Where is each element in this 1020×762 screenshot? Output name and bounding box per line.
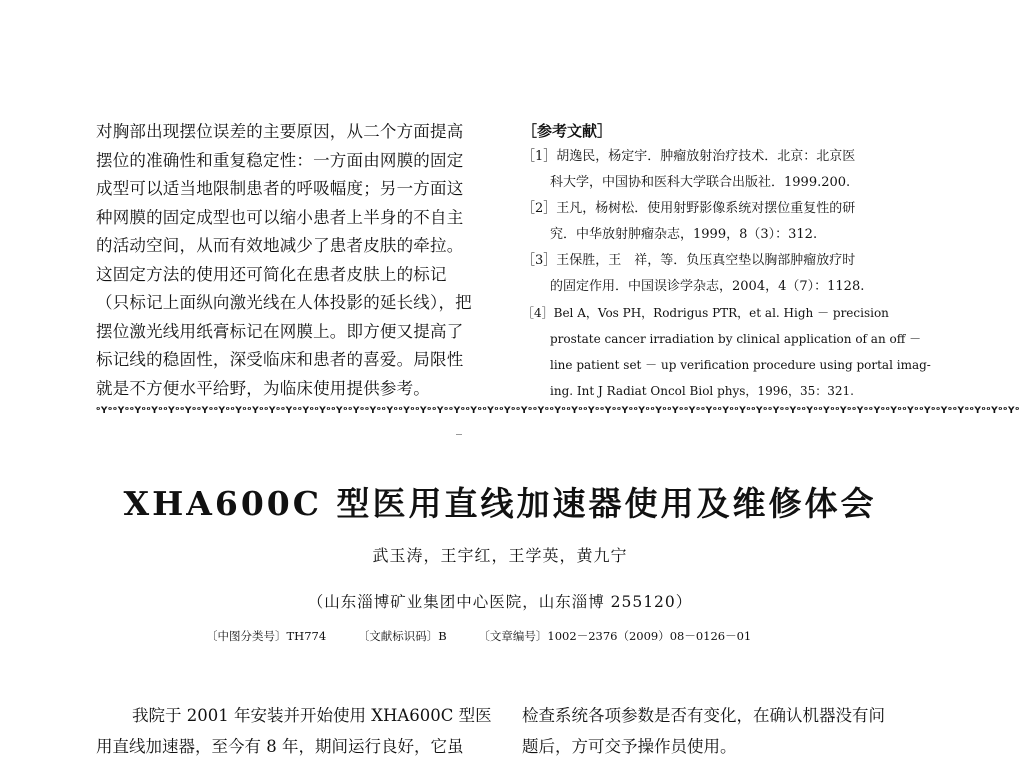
paragraph-line: 成型可以适当地限制患者的呼吸幅度；另一方面这: [96, 179, 464, 198]
paragraph-line: 对胸部出现摆位误差的主要原因，从二个方面提高: [96, 122, 464, 141]
reference-3-line-1: ［3］王保胜，王 祥，等．负压真空垫以胸部肿瘤放疗时: [522, 253, 856, 268]
reference-2-line-2: 究．中华放射肿瘤杂志，1999，8（3）：312.: [550, 227, 818, 242]
clc-number: 〔中图分类号〕TH774: [206, 629, 327, 643]
reference-1-line-1: ［1］胡逸民，杨定宇．肿瘤放射治疗技术．北京：北京医: [522, 149, 856, 164]
paragraph-line: 这固定方法的使用还可简化在患者皮肤上的标记: [96, 264, 447, 284]
reference-4-line-2: prostate cancer irradiation by clinical application of an off －: [550, 332, 922, 346]
paragraph-line: 的活动空间，从而有效地减少了患者皮肤的牵拉。: [96, 236, 464, 255]
body-line: 用直线加速器，至今有 8 年，期间运行良好，它虽: [96, 737, 464, 756]
ornamental-divider: ᵒYᵒᵒYᵒᵒYᵒᵒYᵒᵒYᵒᵒYᵒᵒYᵒᵒYᵒᵒYᵒᵒYᵒᵒYᵒᵒYᵒᵒYᵒᵒYᵒᵒYᵒᵒYᵒᵒYᵒᵒYᵒᵒYᵒᵒYᵒᵒYᵒᵒYᵒᵒYᵒᵒYᵒᵒYᵒᵒYᵒᵒYᵒᵒYᵒᵒYᵒᵒYᵒᵒYᵒᵒYᵒᵒYᵒᵒYᵒᵒYᵒᵒYᵒᵒYᵒᵒYᵒᵒYᵒᵒYᵒᵒYᵒᵒYᵒᵒYᵒᵒYᵒᵒYᵒᵒYᵒᵒYᵒᵒYᵒᵒYᵒᵒYᵒᵒYᵒᵒYᵒᵒYᵒᵒYᵒᵒYᵒ: [96, 406, 1020, 416]
reference-4-line-3: line patient set － up verification procedure using portal imag-: [550, 358, 931, 372]
body-column-left: [96, 700, 496, 762]
reference-2-line-1: ［2］王凡，杨树松．使用射野影像系统对摆位重复性的研: [522, 201, 856, 216]
reference-4-line-4: ing. Int J Radiat Oncol Biol phys，1996，35：321.: [550, 384, 854, 398]
reference-1-line-2: 科大学，中国协和医科大学联合出版社．1999.200.: [550, 175, 851, 190]
reference-3-line-2: 的固定作用．中国误诊学杂志，2004，4（7）：1128.: [550, 279, 865, 294]
body-line: 检查系统各项参数是否有变化，在确认机器没有问: [522, 706, 885, 725]
paragraph-line: 就是不方便水平给野，为临床使用提供参考。: [96, 378, 430, 398]
article-authors: 武玉涛，王宇红，王学英，黄九宁: [372, 546, 628, 565]
reference-4-line-1: ［4］Bel A，Vos PH，Rodrigus PTR，et al. High － precision: [522, 306, 889, 320]
preceding-article-paragraph: [96, 118, 496, 403]
article-number: 〔文章编号〕1002－2376（2009）08－0126－01: [478, 629, 752, 643]
article-metadata: [206, 628, 806, 644]
paragraph-line: （只标记上面纵向激光线在人体投影的延长线），把: [96, 293, 472, 312]
paragraph-line: 标记线的稳固性，深受临床和患者的喜爱。局限性: [96, 350, 464, 369]
body-line: 我院于 2001 年安装并开始使用 XHA600C 型医: [132, 706, 492, 725]
paragraph-line: 摆位的准确性和重复稳定性：一方面由网膜的固定: [96, 150, 464, 170]
references-section: [522, 118, 931, 404]
body-line: 题后，方可交予操作员使用。: [522, 737, 737, 756]
paragraph-line: 种网膜的固定成型也可以缩小患者上半身的不自主: [96, 207, 464, 227]
article-title: XHA600C 型医用直线加速器使用及维修体会: [123, 484, 877, 523]
document-code: 〔文献标识码〕B: [357, 629, 447, 643]
paragraph-line: 摆位激光线用纸膏标记在网膜上。即方便又提高了: [96, 321, 464, 341]
body-column-right: [522, 700, 922, 762]
article-affiliation: （山东淄博矿业集团中心医院，山东淄博 255120）: [307, 593, 693, 611]
references-heading: ［参考文献］: [522, 122, 613, 140]
divider-mark: [456, 434, 462, 435]
